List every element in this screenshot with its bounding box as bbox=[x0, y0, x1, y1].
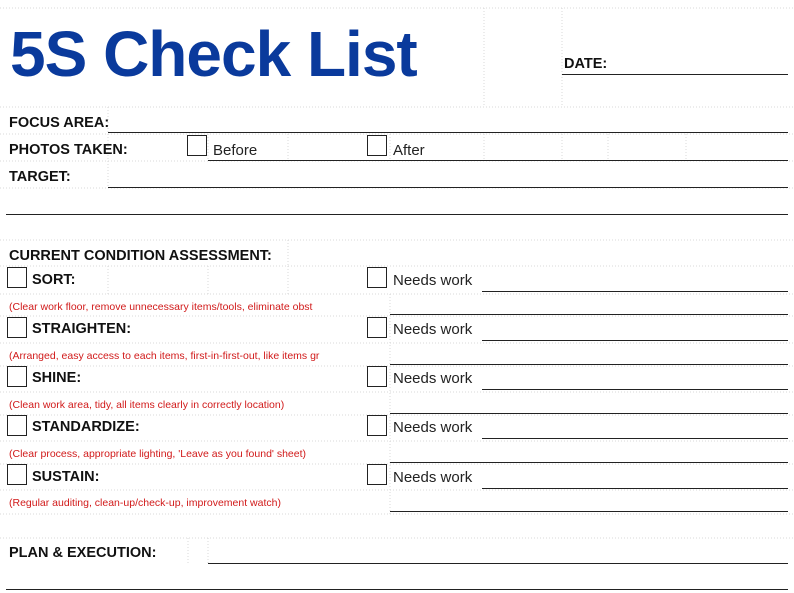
photos-line bbox=[208, 160, 788, 161]
straighten-notes-line[interactable] bbox=[482, 340, 788, 341]
shine-label: SHINE: bbox=[32, 370, 82, 386]
standardize-needs-work-checkbox[interactable] bbox=[367, 415, 387, 436]
sort-notes-line-2[interactable] bbox=[390, 314, 788, 315]
target-line[interactable] bbox=[108, 187, 788, 188]
sort-notes-line[interactable] bbox=[482, 291, 788, 292]
target-label: TARGET: bbox=[9, 169, 71, 185]
sort-needs-work-label: Needs work bbox=[393, 272, 473, 289]
sort-hint: (Clear work floor, remove unnecessary items/tools, eliminate obst bbox=[9, 301, 313, 313]
before-label: Before bbox=[213, 142, 258, 159]
target-line-2[interactable] bbox=[6, 214, 788, 215]
shine-hint: (Clean work area, tidy, all items clearly in correctly location) bbox=[9, 399, 285, 411]
date-label: DATE: bbox=[564, 56, 608, 72]
sustain-label: SUSTAIN: bbox=[32, 469, 100, 485]
sort-checkbox[interactable] bbox=[7, 267, 27, 288]
before-checkbox[interactable] bbox=[187, 135, 207, 156]
assessment-heading: CURRENT CONDITION ASSESSMENT: bbox=[9, 248, 272, 264]
straighten-checkbox[interactable] bbox=[7, 317, 27, 338]
sort-needs-work-checkbox[interactable] bbox=[367, 267, 387, 288]
plan-execution-line-2[interactable] bbox=[6, 589, 788, 590]
sustain-notes-line[interactable] bbox=[482, 488, 788, 489]
sustain-needs-work-label: Needs work bbox=[393, 469, 473, 486]
sort-label: SORT: bbox=[32, 272, 76, 288]
page-title: 5S Check List bbox=[10, 18, 417, 90]
sustain-checkbox[interactable] bbox=[7, 464, 27, 485]
standardize-notes-line[interactable] bbox=[482, 438, 788, 439]
after-checkbox[interactable] bbox=[367, 135, 387, 156]
straighten-needs-work-checkbox[interactable] bbox=[367, 317, 387, 338]
straighten-hint: (Arranged, easy access to each items, first-in-first-out, like items gr bbox=[9, 350, 320, 362]
straighten-needs-work-label: Needs work bbox=[393, 321, 473, 338]
date-line[interactable] bbox=[562, 74, 788, 75]
plan-execution-label: PLAN & EXECUTION: bbox=[9, 545, 157, 561]
plan-execution-line[interactable] bbox=[208, 563, 788, 564]
sustain-hint: (Regular auditing, clean-up/check-up, improvement watch) bbox=[9, 497, 281, 509]
standardize-needs-work-label: Needs work bbox=[393, 419, 473, 436]
sustain-notes-line-2[interactable] bbox=[390, 511, 788, 512]
sustain-needs-work-checkbox[interactable] bbox=[367, 464, 387, 485]
standardize-label: STANDARDIZE: bbox=[32, 419, 140, 435]
focus-area-label: FOCUS AREA: bbox=[9, 115, 110, 131]
shine-notes-line-2[interactable] bbox=[390, 413, 788, 414]
shine-notes-line[interactable] bbox=[482, 389, 788, 390]
straighten-notes-line-2[interactable] bbox=[390, 364, 788, 365]
after-label: After bbox=[393, 142, 425, 159]
straighten-label: STRAIGHTEN: bbox=[32, 321, 132, 337]
shine-needs-work-checkbox[interactable] bbox=[367, 366, 387, 387]
photos-taken-label: PHOTOS TAKEN: bbox=[9, 142, 128, 158]
focus-area-line[interactable] bbox=[108, 132, 788, 133]
standardize-hint: (Clear process, appropriate lighting, 'Leave as you found' sheet) bbox=[9, 448, 307, 460]
standardize-notes-line-2[interactable] bbox=[390, 462, 788, 463]
shine-needs-work-label: Needs work bbox=[393, 370, 473, 387]
shine-checkbox[interactable] bbox=[7, 366, 27, 387]
standardize-checkbox[interactable] bbox=[7, 415, 27, 436]
